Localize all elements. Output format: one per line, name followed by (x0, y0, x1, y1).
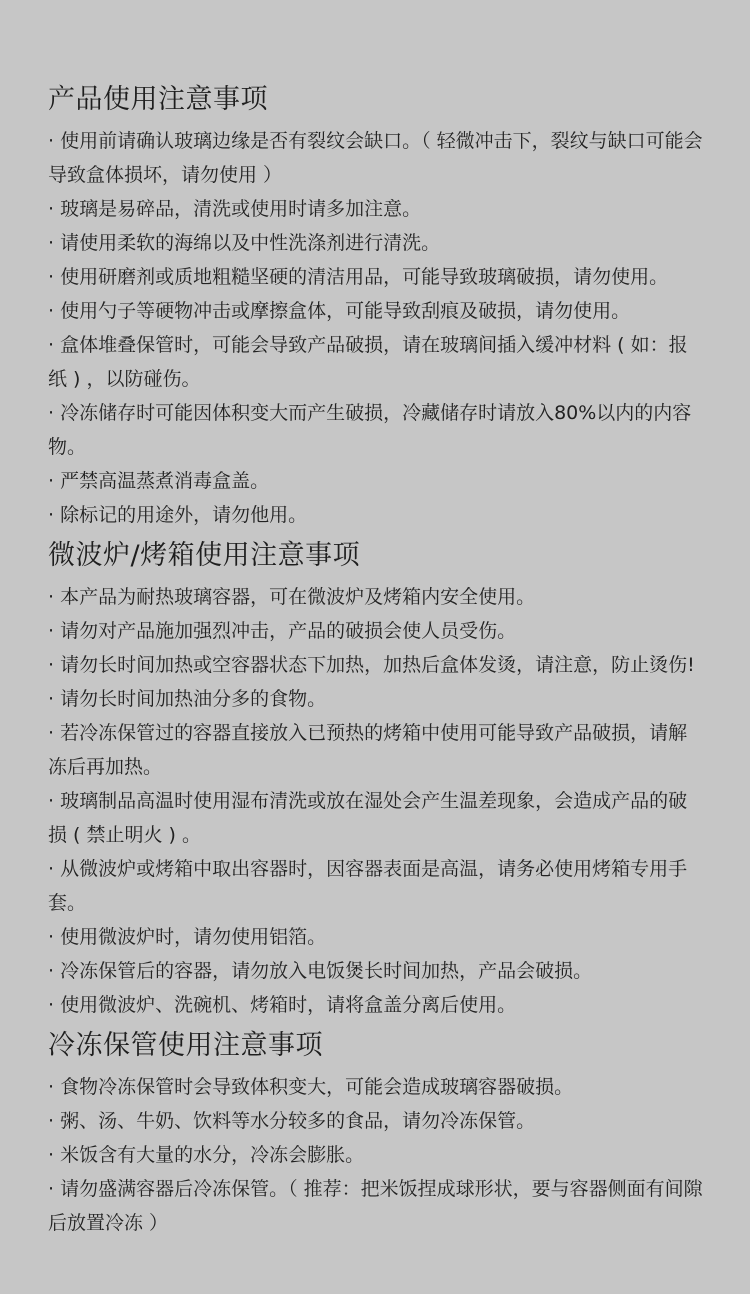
list-item: · 除标记的用途外，请勿他用。 (48, 504, 308, 526)
list-item: · 使用微波炉、洗碗机、烤箱时，请将盒盖分离后使用。 (48, 994, 517, 1016)
list-item: · 使用微波炉时，请勿使用铝箔。 (48, 926, 327, 948)
list-item: · 玻璃制品高温时使用湿布清洗或放在湿处会产生温差现象，会造成产品的破损 ( 禁止明火 ) 。 (48, 790, 688, 846)
list-item: · 请勿对产品施加强烈冲击，产品的破损会使人员受伤。 (48, 620, 517, 642)
list-item: · 使用研磨剂或质地粗糙坚硬的清洁用品，可能导致玻璃破损，请勿使用。 (48, 266, 669, 288)
list-item: · 严禁高温蒸煮消毒盒盖。 (48, 470, 270, 492)
list-item: · 冷冻保管后的容器，请勿放入电饭煲长时间加热，产品会破损。 (48, 960, 593, 982)
section-microwave-oven (48, 538, 704, 1022)
list-item: · 米饭含有大量的水分，冷冻会膨胀。 (48, 1144, 365, 1166)
notice-list (48, 124, 704, 532)
list-item: · 请使用柔软的海绵以及中性洗涤剂进行清洗。 (48, 232, 441, 254)
section-title: 微波炉/烤箱使用注意事项 (48, 540, 361, 571)
section-title: 冷冻保管使用注意事项 (48, 1030, 323, 1061)
list-item: · 使用前请确认玻璃边缘是否有裂纹会缺口。（ 轻微冲击下，裂纹与缺口可能会导致盒体损坏，请勿使用 ） (48, 130, 703, 186)
list-item: · 从微波炉或烤箱中取出容器时，因容器表面是高温，请务必使用烤箱专用手套。 (48, 858, 688, 914)
section-title: 产品使用注意事项 (48, 84, 268, 115)
list-item: · 使用勺子等硬物冲击或摩擦盒体，可能导致刮痕及破损，请勿使用。 (48, 300, 631, 322)
section-product-usage (48, 82, 704, 532)
list-item: · 粥、汤、牛奶、饮料等水分较多的食品，请勿冷冻保管。 (48, 1110, 536, 1132)
list-item: · 玻璃是易碎品，清洗或使用时请多加注意。 (48, 198, 422, 220)
section-freezer-storage (48, 1028, 704, 1240)
notice-list (48, 580, 704, 1022)
list-item: · 请勿长时间加热油分多的食物。 (48, 688, 327, 710)
list-item: · 冷冻储存时可能因体积变大而产生破损，冷藏储存时请放入80%以内的内容物。 (48, 402, 692, 458)
list-item: · 若冷冻保管过的容器直接放入已预热的烤箱中使用可能导致产品破损，请解冻后再加热。 (48, 722, 688, 778)
list-item: · 盒体堆叠保管时，可能会导致产品破损，请在玻璃间插入缓冲材料 ( 如：报纸 ) ，以防碰伤。 (48, 334, 688, 390)
list-item: · 请勿盛满容器后冷冻保管。（ 推荐：把米饭捏成球形状，要与容器侧面有间隙后放置冷冻 ） (48, 1178, 703, 1234)
list-item: · 请勿长时间加热或空容器状态下加热，加热后盒体发烫，请注意，防止烫伤! (48, 654, 695, 676)
list-item: · 本产品为耐热玻璃容器，可在微波炉及烤箱内安全使用。 (48, 586, 536, 608)
list-item: · 食物冷冻保管时会导致体积变大，可能会造成玻璃容器破损。 (48, 1076, 574, 1098)
notice-list (48, 1070, 704, 1240)
